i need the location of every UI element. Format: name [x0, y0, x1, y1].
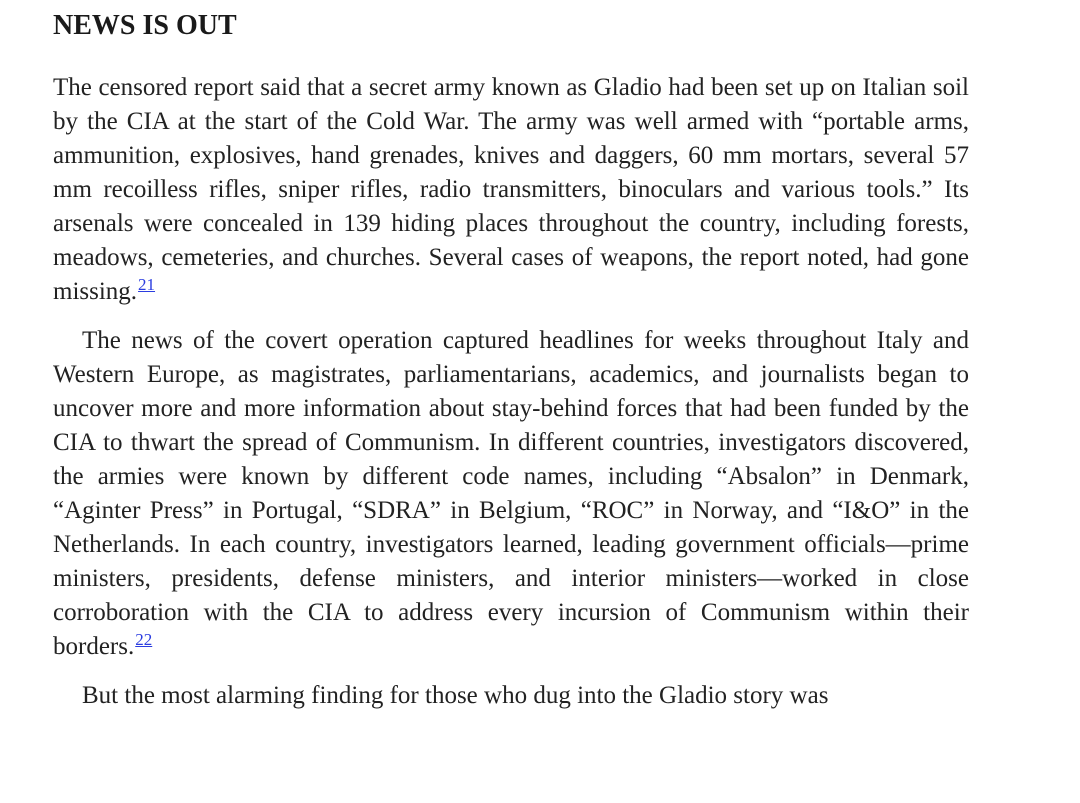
footnote-link-22[interactable]: 22: [135, 630, 153, 649]
paragraph-2: [53, 324, 969, 664]
paragraph-3: [53, 679, 969, 713]
paragraph-1: [53, 71, 969, 309]
footnote-link-21[interactable]: 21: [138, 275, 156, 294]
paragraph-2-text: The news of the covert operation captured headlines for weeks throughout Italy and Western Europe, as magistrates, parliamentarians, academics, and journalists began to uncover more and more information about stay-behind forces that had been funded by the CIA to thwart the spread of Communism. In different countries, investigators discovered, the armies were known by different code names, including “Absalon” in Denmark, “Aginter Press” in Portugal, “SDRA” in Belgium, “ROC” in Norway, and “I&O” in the Netherlands. In each country, investigators learned, leading government officials—prime ministers, presidents, defense ministers, and interior ministers—worked in close corroboration with the CIA to address every incursion of Communism within their borders.: [53, 327, 969, 660]
section-title: NEWS IS OUT: [53, 10, 237, 41]
paragraph-3-text: But the most alarming finding for those who dug into the Gladio story was: [82, 682, 829, 709]
paragraph-1-text: The censored report said that a secret army known as Gladio had been set up on Italian soil by the CIA at the start of the Cold War. The army was well armed with “portable arms, ammunition, explosives, hand grenades, knives and daggers, 60 mm mortars, several 57 mm recoilless rifles, sniper rifles, radio transmitters, binoculars and various tools.” Its arsenals were concealed in 139 hiding places throughout the country, including forests, meadows, cemeteries, and churches. Several cases of weapons, the report noted, had gone missing.: [53, 74, 969, 305]
document-page: [53, 8, 969, 713]
